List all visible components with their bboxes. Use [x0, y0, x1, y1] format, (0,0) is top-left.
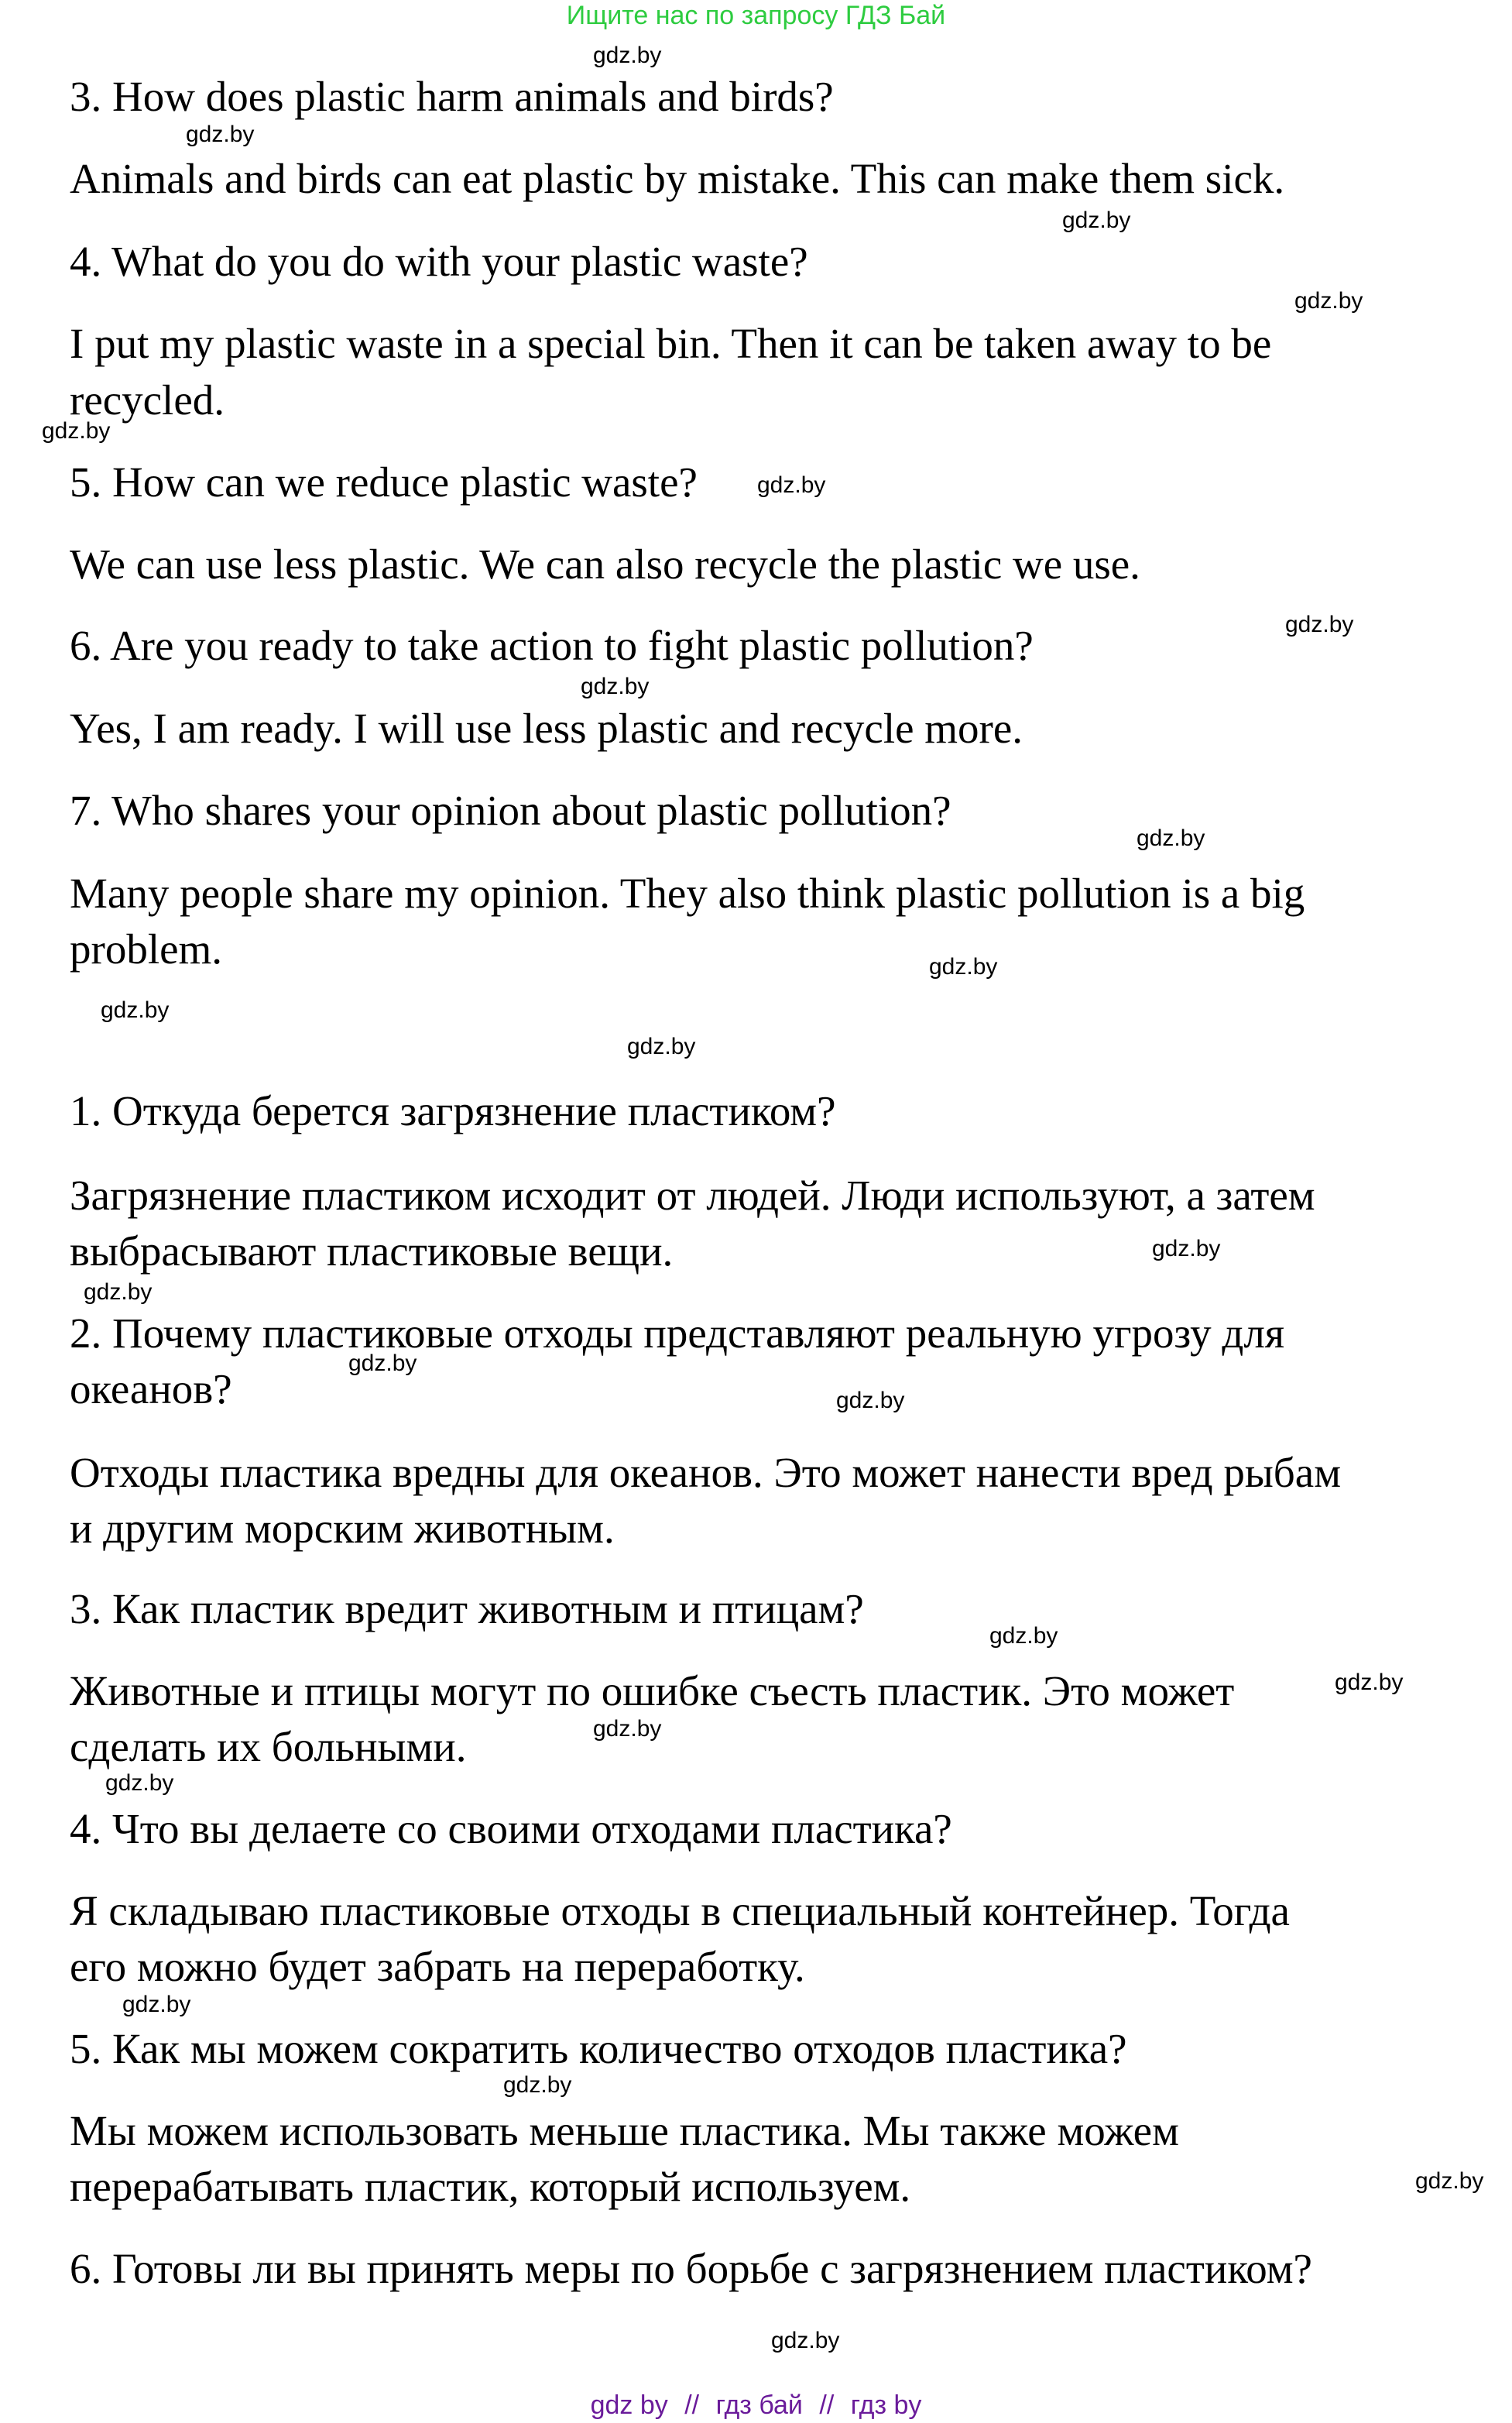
- watermark: gdz.by: [503, 2072, 572, 2098]
- answer-3-ru-line-2: сделать их больными.: [70, 1723, 467, 1770]
- answer-2-ru-line-1: Отходы пластика вредны для океанов. Это может нанести вред рыбам: [70, 1449, 1341, 1496]
- watermark: gdz.by: [348, 1350, 417, 1376]
- question-5-ru: 5. Как мы можем сократить количество отходов пластика?: [70, 2025, 1127, 2072]
- watermark: gdz.by: [757, 472, 826, 498]
- answer-1-ru-line-2: выбрасывают пластиковые вещи.: [70, 1227, 674, 1275]
- footer-separator: //: [684, 2390, 700, 2420]
- question-6-en: 6. Are you ready to take action to fight plastic pollution?: [70, 622, 1034, 669]
- question-2-ru-line-1: 2. Почему пластиковые отходы представляют реальную угрозу для: [70, 1309, 1285, 1357]
- footer-link-gdz-by-ru[interactable]: гдз by: [850, 2390, 922, 2420]
- question-7-en: 7. Who shares your opinion about plastic pollution?: [70, 787, 951, 834]
- answer-2-ru-line-2: и другим морским животным.: [70, 1505, 615, 1552]
- question-4-en: 4. What do you do with your plastic waste?: [70, 238, 808, 285]
- watermark: gdz.by: [593, 43, 662, 68]
- footer-links: [0, 2390, 1512, 2421]
- watermark: gdz.by: [627, 1034, 696, 1059]
- answer-5-ru-line-1: Мы можем использовать меньше пластика. Мы также можем: [70, 2107, 1179, 2154]
- watermark: gdz.by: [1285, 612, 1354, 637]
- answer-4-ru-line-2: его можно будет забрать на переработку.: [70, 1943, 805, 1990]
- answer-4-en-line-2: recycled.: [70, 376, 225, 424]
- question-3-ru: 3. Как пластик вредит животным и птицам?: [70, 1585, 864, 1632]
- watermark: gdz.by: [929, 954, 998, 980]
- question-1-ru: 1. Откуда берется загрязнение пластиком?: [70, 1087, 836, 1134]
- watermark: gdz.by: [1137, 825, 1205, 851]
- watermark: gdz.by: [836, 1388, 905, 1413]
- watermark: gdz.by: [84, 1279, 153, 1305]
- question-4-ru: 4. Что вы делаете со своими отходами пластика?: [70, 1805, 952, 1852]
- answer-5-en: We can use less plastic. We can also recycle the plastic we use.: [70, 541, 1140, 588]
- answer-3-ru-line-1: Животные и птицы могут по ошибке съесть пластик. Это может: [70, 1667, 1235, 1714]
- answer-3-en: Animals and birds can eat plastic by mistake. This can make them sick.: [70, 155, 1285, 202]
- question-2-ru-line-2: океанов?: [70, 1365, 232, 1412]
- answer-7-en-line-1: Many people share my opinion. They also think plastic pollution is a big: [70, 870, 1305, 917]
- watermark: gdz.by: [122, 1992, 191, 2017]
- watermark: gdz.by: [593, 1716, 662, 1742]
- answer-4-ru-line-1: Я складываю пластиковые отходы в специальный контейнер. Тогда: [70, 1887, 1290, 1934]
- watermark: gdz.by: [105, 1770, 174, 1796]
- answer-5-ru-line-2: перерабатывать пластик, который используем.: [70, 2163, 911, 2210]
- watermark: gdz.by: [771, 2328, 840, 2353]
- watermark: gdz.by: [1294, 288, 1363, 314]
- watermark: gdz.by: [581, 674, 650, 699]
- footer-link-gdz-bai[interactable]: гдз бай: [715, 2390, 803, 2420]
- answer-7-en-line-2: problem.: [70, 925, 223, 973]
- watermark: gdz.by: [989, 1623, 1058, 1649]
- answer-6-en: Yes, I am ready. I will use less plastic and recycle more.: [70, 705, 1023, 752]
- question-5-en: 5. How can we reduce plastic waste?: [70, 458, 698, 506]
- watermark: gdz.by: [42, 418, 111, 444]
- watermark: gdz.by: [101, 997, 170, 1023]
- answer-4-en-line-1: I put my plastic waste in a special bin. Then it can be taken away to be: [70, 320, 1272, 367]
- watermark: gdz.by: [1152, 1236, 1221, 1261]
- watermark: gdz.by: [1415, 2168, 1484, 2194]
- footer-link-gdz-by[interactable]: gdz by: [590, 2390, 668, 2420]
- answer-1-ru-line-1: Загрязнение пластиком исходит от людей. Люди используют, а затем: [70, 1172, 1315, 1219]
- question-6-ru: 6. Готовы ли вы принять меры по борьбе с загрязнением пластиком?: [70, 2245, 1312, 2292]
- watermark: gdz.by: [1062, 208, 1131, 233]
- footer-separator: //: [819, 2390, 835, 2420]
- watermark: gdz.by: [186, 122, 255, 147]
- question-3-en: 3. How does plastic harm animals and birds?: [70, 73, 834, 120]
- watermark: gdz.by: [1335, 1670, 1404, 1695]
- header-search-prompt[interactable]: Ищите нас по запросу ГДЗ Бай: [566, 1, 946, 30]
